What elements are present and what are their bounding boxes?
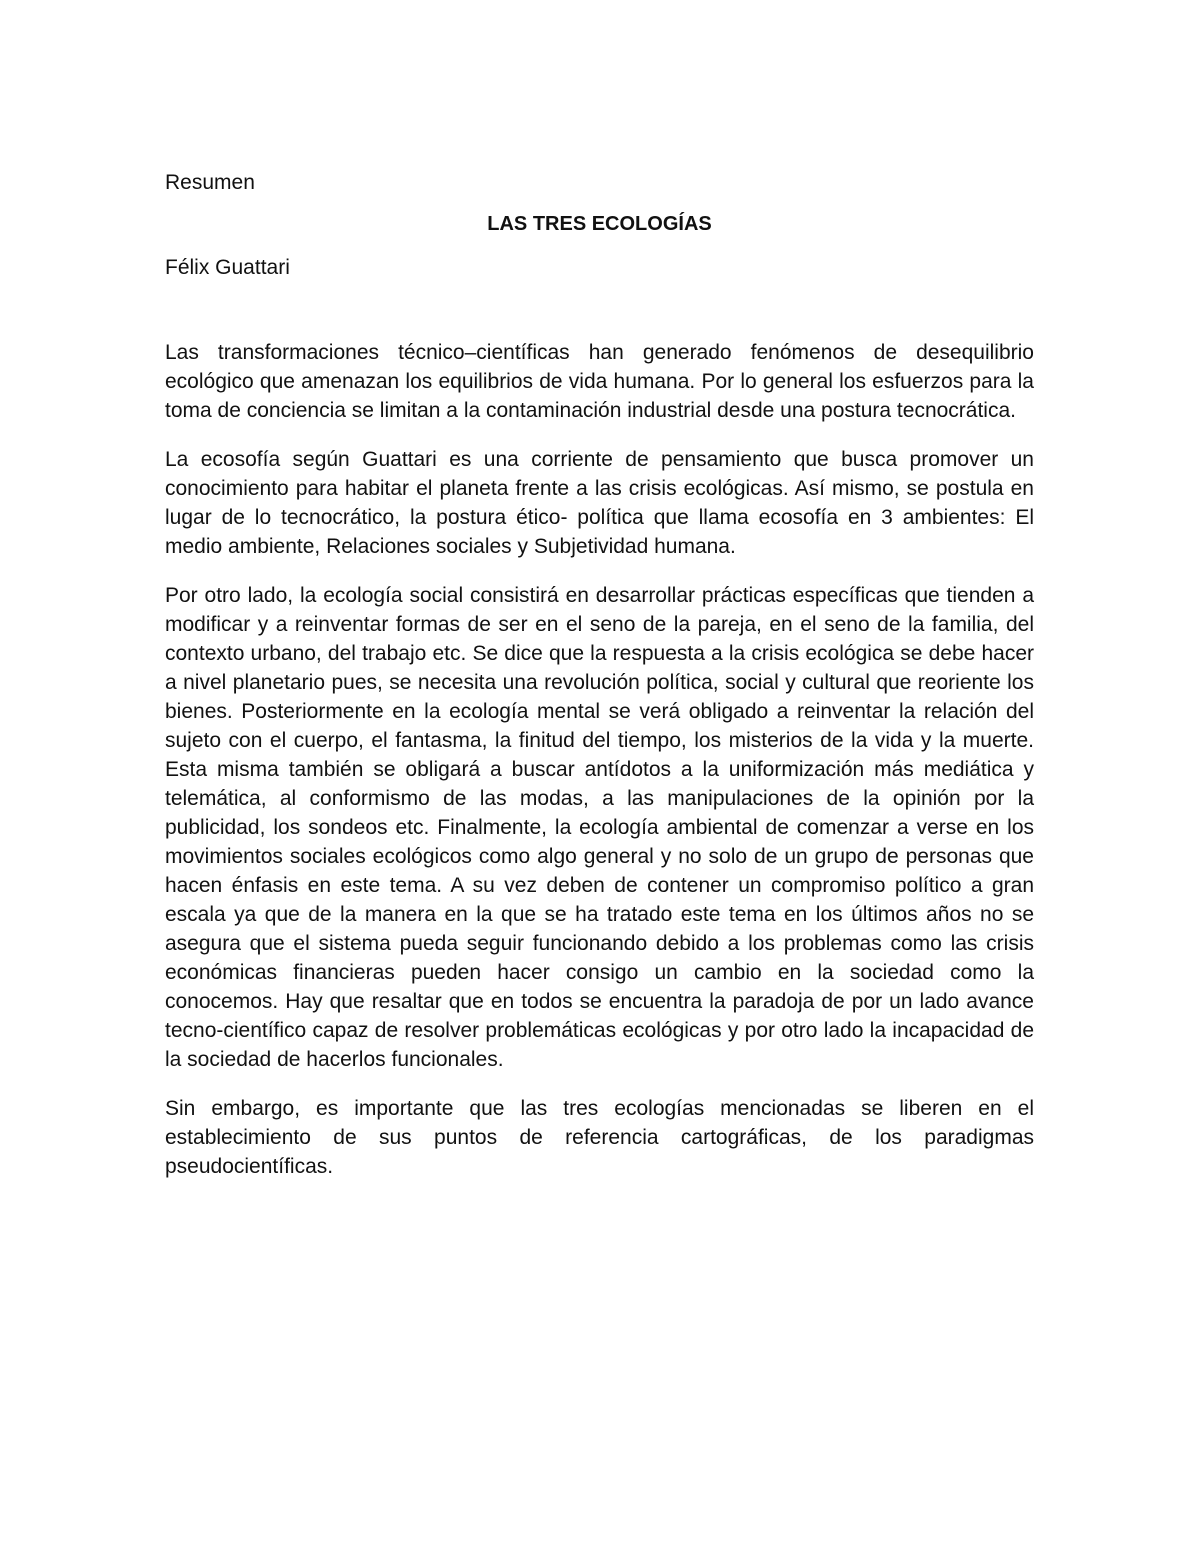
author-name: Félix Guattari — [165, 256, 290, 279]
paragraph-2: La ecosofía según Guattari es una corriente de pensamiento que busca promover un conocimiento para habitar el planeta frente a las crisis ecológicas. Así mismo, se postula en lugar de lo tecnocrático, la postura ético- política que llama ecosofía en 3 ambientes: El medio ambiente, Relaciones sociales y Subjetividad humana. — [165, 448, 1034, 558]
section-label: Resumen — [165, 171, 255, 194]
document-content — [165, 168, 1034, 1201]
paragraph-1: Las transformaciones técnico–científicas han generado fenómenos de desequilibrio ecológico que amenazan los equilibrios de vida humana. Por lo general los esfuerzos para la toma de conciencia se limitan a la contaminación industrial desde una postura tecnocrática. — [165, 341, 1034, 422]
paragraph-3: Por otro lado, la ecología social consistirá en desarrollar prácticas específicas que tienden a modificar y a reinventar formas de ser en el seno de la pareja, en el seno de la familia, del contexto urbano, del trabajo etc. Se dice que la respuesta a la crisis ecológica se debe hacer a nivel planetario pues, se necesita una revolución política, social y cultural que reoriente los bienes. Posteriormente en la ecología mental se verá obligado a reinventar la relación del sujeto con el cuerpo, el fantasma, la finitud del tiempo, los misterios de la vida y la muerte. Esta misma también se obligará a buscar antídotos a la uniformización más mediática y telemática, al conformismo de las modas, a las manipulaciones de la opinión por la publicidad, los sondeos etc. Finalmente, la ecología ambiental de comenzar a verse en los movimientos sociales ecológicos como algo general y no solo de un grupo de personas que hacen énfasis en este tema. A su vez deben de contener un compromiso político a gran escala ya que de la manera en la que se ha tratado este tema en los últimos años no se asegura que el sistema pueda seguir funcionando debido a los problemas como las crisis económicas financieras pueden hacer consigo un cambio en la sociedad como la conocemos. Hay que resaltar que en todos se encuentra la paradoja de por un lado avance tecno-científico capaz de resolver problemáticas ecológicas y por otro lado la incapacidad de la sociedad de hacerlos funcionales. — [165, 584, 1034, 1071]
paragraph-4: Sin embargo, es importante que las tres ecologías mencionadas se liberen en el establecimiento de sus puntos de referencia cartográficas, de los paradigmas pseudocientíficas. — [165, 1097, 1034, 1178]
document-body — [165, 338, 1034, 1181]
document-title: LAS TRES ECOLOGÍAS — [487, 213, 712, 235]
